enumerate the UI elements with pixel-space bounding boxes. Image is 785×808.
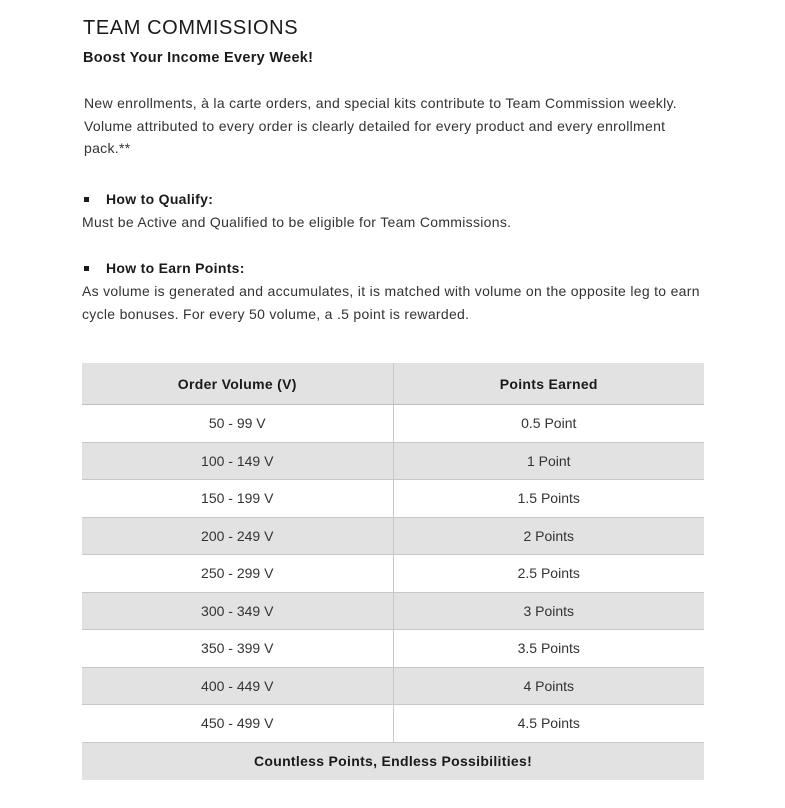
points-earned-cell: 2.5 Points [393, 555, 704, 593]
qualify-heading [83, 191, 213, 207]
table-row [82, 555, 704, 593]
table-row [82, 480, 704, 518]
table-row [82, 667, 704, 705]
order-volume-cell: 150 - 199 V [82, 480, 393, 518]
column-header-points-earned: Points Earned [393, 363, 704, 405]
order-volume-cell: 450 - 499 V [82, 705, 393, 743]
points-earned-cell: 1.5 Points [393, 480, 704, 518]
table-row [82, 592, 704, 630]
points-earned-cell: 4.5 Points [393, 705, 704, 743]
order-volume-cell: 300 - 349 V [82, 592, 393, 630]
table-row [82, 517, 704, 555]
order-volume-cell: 100 - 149 V [82, 442, 393, 480]
table-header-row [82, 363, 704, 405]
order-volume-cell: 250 - 299 V [82, 555, 393, 593]
points-table [82, 363, 704, 780]
table-row [82, 705, 704, 743]
points-earned-cell: 0.5 Point [393, 405, 704, 443]
intro-paragraph: New enrollments, à la carte orders, and special kits contribute to Team Commission weekly. Volume attributed to every order is clearly detailed for every product and every enrollment pack.** [84, 95, 677, 156]
order-volume-cell: 50 - 99 V [82, 405, 393, 443]
earn-points-heading [83, 260, 245, 276]
qualify-text: Must be Active and Qualified to be eligible for Team Commissions. [82, 214, 512, 230]
table-footer-tagline: Countless Points, Endless Possibilities! [82, 742, 704, 780]
bullet-square-icon [84, 266, 89, 271]
points-earned-cell: 1 Point [393, 442, 704, 480]
page-subtitle: Boost Your Income Every Week! [83, 50, 314, 66]
column-header-order-volume: Order Volume (V) [82, 363, 393, 405]
table-row [82, 442, 704, 480]
qualify-heading-label: How to Qualify: [106, 191, 214, 207]
points-earned-cell: 3 Points [393, 592, 704, 630]
bullet-square-icon [84, 197, 89, 202]
page-title: TEAM COMMISSIONS [83, 17, 299, 39]
order-volume-cell: 200 - 249 V [82, 517, 393, 555]
order-volume-cell: 400 - 449 V [82, 667, 393, 705]
earn-points-heading-label: How to Earn Points: [106, 260, 245, 276]
points-earned-cell: 4 Points [393, 667, 704, 705]
table-footer-row [82, 742, 704, 780]
table-row [82, 630, 704, 668]
order-volume-cell: 350 - 399 V [82, 630, 393, 668]
points-earned-cell: 2 Points [393, 517, 704, 555]
points-earned-cell: 3.5 Points [393, 630, 704, 668]
earn-points-text: As volume is generated and accumulates, it is matched with volume on the opposite leg to earn cycle bonuses. For every 50 volume, a .5 point is rewarded. [82, 283, 700, 322]
table-row [82, 405, 704, 443]
